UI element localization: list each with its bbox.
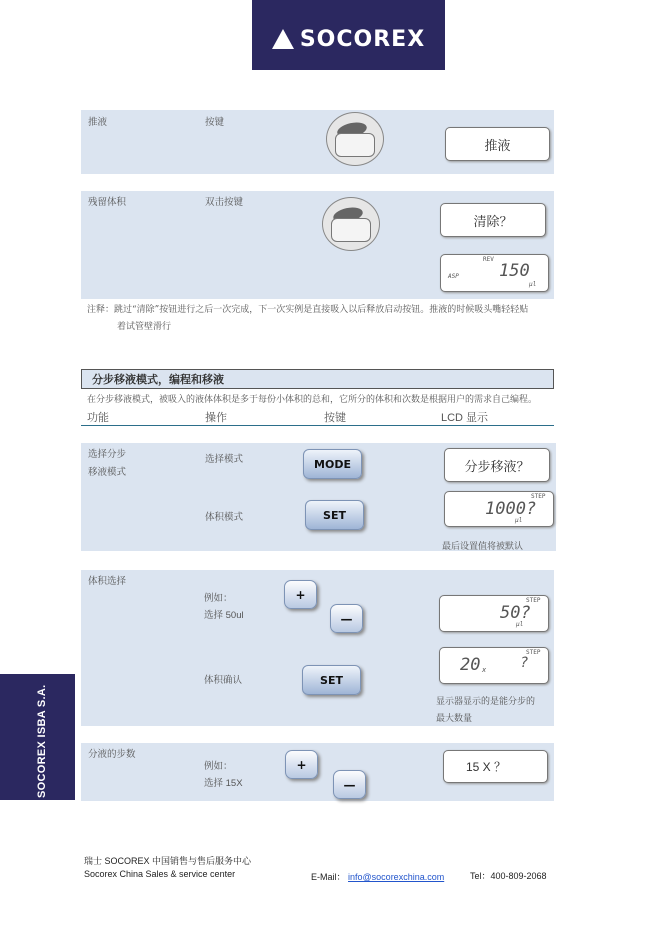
logo-text: SOCOREX [299,26,426,52]
dispense-function: 推液 [88,117,108,128]
steps-count-lcd-screen [439,647,549,684]
lcd-unit: µl [529,281,537,288]
section-title: 分步移液模式，编程和移液 [81,369,554,389]
residual-operation: 双击按键 [205,197,244,208]
plus-button[interactable]: + [284,580,317,609]
email-link[interactable]: info@socorexchina.com [348,872,445,882]
residual-function: 残留体积 [88,197,127,208]
pipette-button-icon [326,112,384,166]
lcd-rev-label: REV [483,256,494,263]
footer-tel: Tel：400-809-2068 [470,871,547,881]
plus-button[interactable]: + [285,750,318,779]
volume-lcd-screen [439,595,549,632]
lcd-question: ? [520,655,529,671]
volume-function: 体积选择 [88,576,127,587]
col-lcd: LCD 显示 [441,412,489,424]
side-brand-text: SOCOREX ISBA S.A. [36,684,48,798]
minus-button[interactable]: — [330,604,363,633]
footer-line2: Socorex China Sales & service center [84,869,236,879]
mode-lcd: 分步移液？ [444,448,550,482]
lcd-value: 1000? [485,499,537,519]
mode-op2: 体积模式 [205,512,244,523]
note-line-2: 着试管壁滑行 [117,322,172,332]
lcd-asp-label: ASP [448,273,459,280]
dispense-lcd: 推液 [445,127,550,161]
email-label: E-Mail： [311,872,346,882]
mode-button[interactable]: MODE [303,449,362,479]
column-header-row [81,407,554,426]
col-function: 功能 [87,411,109,424]
residual-lcd-screen [440,254,549,292]
minus-button[interactable]: — [333,770,366,799]
volume-note-line1: 显示器显示的是能分步的 [436,697,536,707]
volume-confirm: 体积确认 [204,675,243,686]
footer-line1: 瑞士 SOCOREX 中国销售与售后服务中心 [84,856,252,866]
volume-example: 例如： [204,593,233,604]
lcd-unit: µl [515,517,523,524]
steps-function: 分液的步数 [88,749,136,760]
steps-example: 例如： [204,761,233,772]
mode-lcd-screen [444,491,554,527]
mode-note: 最后设置值将被默认 [442,542,524,552]
volume-select-text: 选择 50ul [204,610,244,621]
logo-triangle-icon [272,29,294,49]
socorex-logo [252,0,445,70]
lcd-value: 20 [460,655,481,675]
steps-lcd: 15 X ？ [443,750,548,783]
lcd-unit: µl [516,621,524,628]
pipette-double-click-icon [322,197,380,251]
note-line-1: 注释：跳过“清除”按钮进行之后一次完成，下一次实例是直接吸入以后释放启动按钮。推液的时候吸头嘴轻轻贴 [87,305,529,315]
lcd-step-label: STEP [526,649,541,656]
mode-function-line2: 移液模式 [88,467,127,478]
mode-function-line1: 选择分步 [88,449,127,460]
lcd-value: 50? [500,603,531,623]
lcd-x-label: x [482,666,487,674]
col-button: 按键 [324,411,346,424]
col-operation: 操作 [205,411,227,424]
residual-lcd: 清除？ [440,203,546,237]
lcd-step-label: STEP [526,597,541,604]
section-description: 在分步移液模式，被吸入的液体体积是多于每份小体积的总和，它所分的体积和次数是根据用户的需求自己编程。 [87,395,538,405]
steps-select-text: 选择 15X [204,778,243,789]
set-button[interactable]: SET [302,665,361,695]
set-button[interactable]: SET [305,500,364,530]
lcd-step-label: STEP [531,493,546,500]
footer-email [311,870,444,883]
volume-note-line2: 最大数量 [436,714,473,724]
dispense-operation: 按键 [205,117,225,128]
mode-op1: 选择模式 [205,454,244,465]
lcd-value: 150 [499,261,530,281]
